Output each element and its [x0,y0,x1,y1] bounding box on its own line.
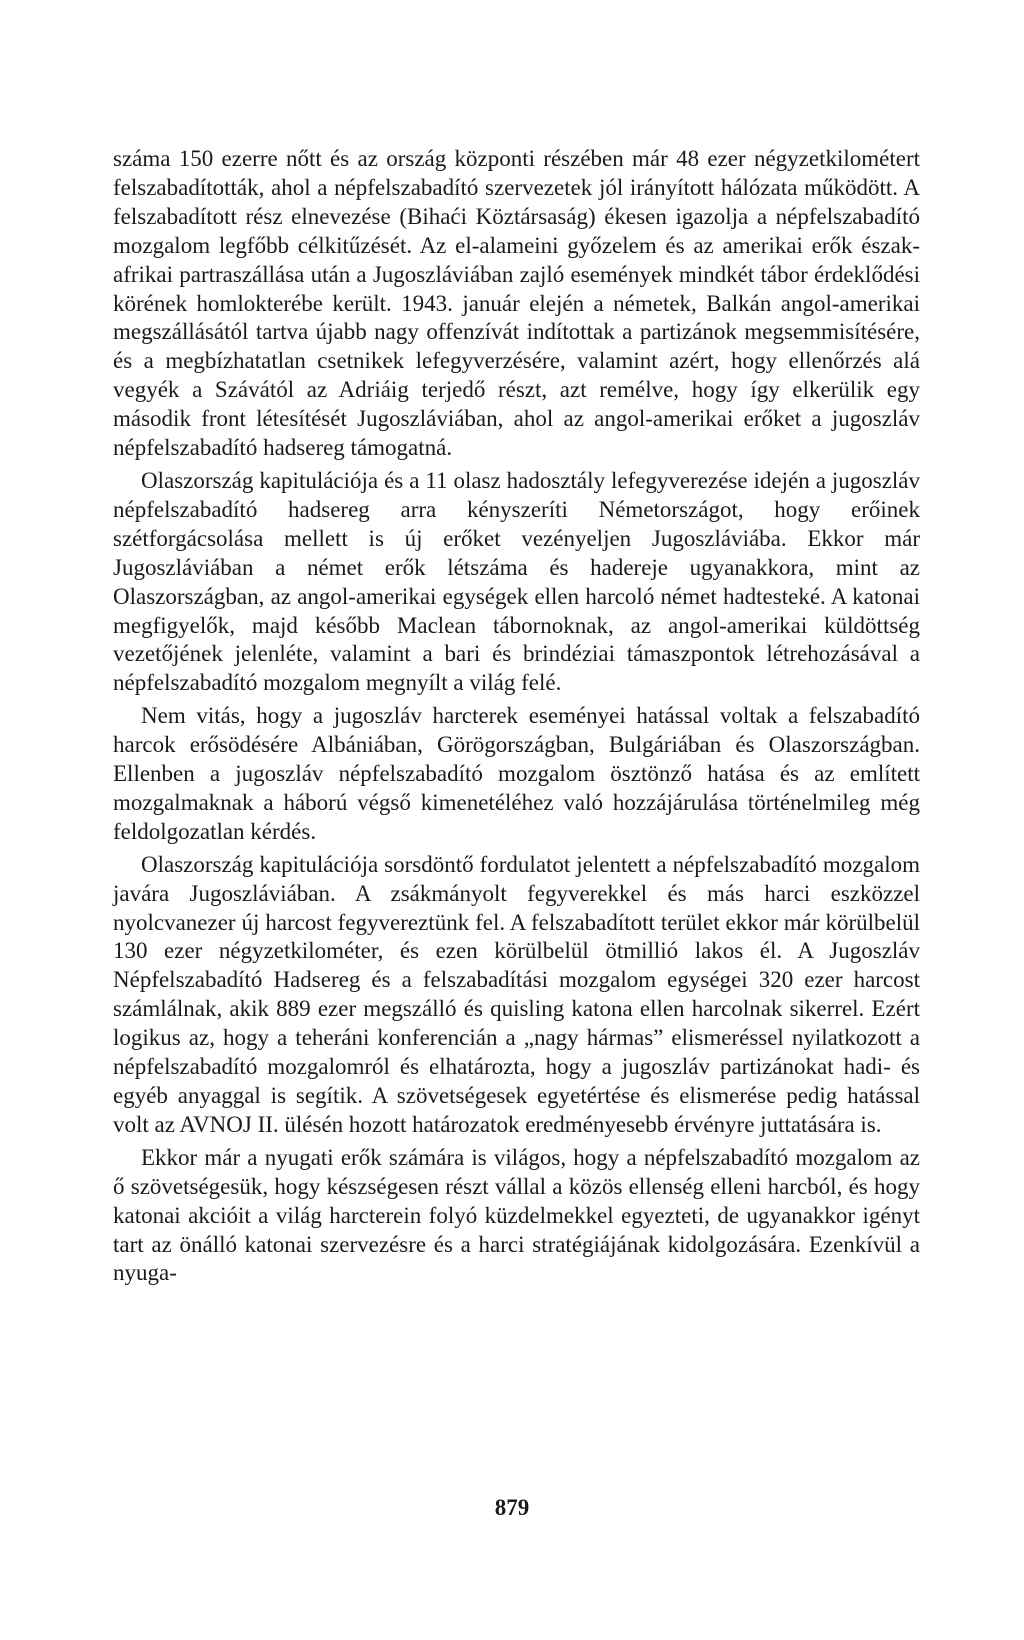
page-number: 879 [494,1495,530,1520]
paragraph-2: Olaszország kapitulációja és a 11 olasz hadosztály lefegyverezése idején a jugoszláv népfelszabadító hadsereg arra kényszeríti Németországot, hogy erőinek szétforgácsolása mellett is új erőket vezényeljen Jugoszláviába. Ekkor már Jugoszláviában a német erők létszáma és hadereje ugyanakkora, mint az Olaszországban, az angol-amerikai egységek ellen harcoló német hadtesteké. A katonai megfigyelők, majd később Maclean tábornoknak, az angol-amerikai küldöttség vezetőjének jelenléte, valamint a bari és brindéziai támaszpontok létrehozásával a népfelszabadító mozgalom megnyílt a világ felé. [113,467,920,696]
paragraph-3: Nem vitás, hogy a jugoszláv harcterek eseményei hatással voltak a felszabadító harcok erősödésére Albániában, Görögországban, Bulgáriában és Olaszországban. Ellenben a jugoszláv népfelszabadító mozgalom ösztönző hatása és az említett mozgalmaknak a háború végső kimenetéléhez való hozzájárulása történelmileg még feldolgozatlan kérdés. [113,703,920,844]
paragraph-4: Olaszország kapitulációja sorsdöntő fordulatot jelentett a népfelszabadító mozgalom javára Jugoszláviában. A zsákmányolt fegyverekkel és más harci eszközzel nyolcvanezer új harcost fegyvereztünk fel. A felszabadított terület ekkor már körülbelül 130 ezer négyzetkilométer, és ezen körülbelül ötmillió lakos él. A Jugoszláv Népfelszabadító Hadsereg és a felszabadítási mozgalom egységei 320 ezer harcost számlálnak, akik 889 ezer megszálló és quisling katona ellen harcolnak sikerrel. Ezért logikus az, hogy a teheráni konferencián a „nagy hármas” elismeréssel nyilatkozott a népfelszabadító mozgalomról és elhatározta, hogy a jugoszláv partizánokat hadi- és egyéb anyaggal is segítik. A szövetségesek egyetértése és elismerése pedig hatással volt az AVNOJ II. ülésén hozott határozatok eredményesebb érvényre juttatására is. [113,851,920,1137]
body-text [113,145,920,1288]
paragraph-5: Ekkor már a nyugati erők számára is világos, hogy a népfelszabadító mozgalom az ő szövetségesük, hogy készségesen részt vállal a közös ellenség elleni harcból, és hogy katonai akcióit a világ harcterein folyó küzdelmekkel egyezteti, de ugyanakkor igényt tart az önálló katonai szervezésre és a harci stratégiájának kidolgozására. Ezenkívül a nyuga- [113,1144,920,1286]
paragraph-1: száma 150 ezerre nőtt és az ország központi részében már 48 ezer négyzetkilométert felszabadították, ahol a népfelszabadító szervezetek jól irányított hálózata működött. A felszabadított rész elnevezése (Bihaći Köztársaság) ékesen igazolja a népfelszabadító mozgalom legfőbb célkitűzését. Az el-alameini győzelem és az amerikai erők észak-afrikai partraszállása után a Jugoszláviában zajló események mindkét tábor érdeklődési körének homlokterébe került. 1943. január elején a németek, Balkán angol-amerikai megszállásától tartva újabb nagy offenzívát indítottak a partizánok megsemmisítésére, és a megbízhatatlan csetnikek lefegyverzésére, valamint azért, hogy ellenőrzés alá vegyék a Szávától az Adriáig terjedő részt, azt remélve, hogy így elkerülik egy második front létesítését Jugoszláviában, ahol az angol-amerikai erőket a jugoszláv népfelszabadító hadsereg támogatná. [113,146,920,461]
